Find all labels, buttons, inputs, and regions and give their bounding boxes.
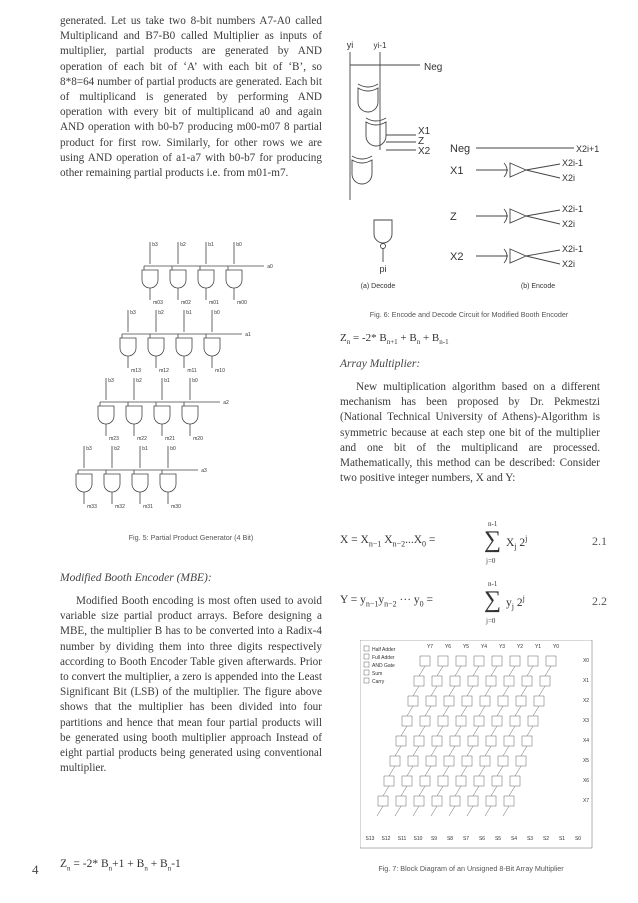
array-cell xyxy=(450,796,460,806)
carry-wire xyxy=(521,746,527,756)
sum-output-label: S0 xyxy=(574,836,582,842)
fig5-caption: Fig. 5: Partial Product Generator (4 Bit) xyxy=(128,533,254,542)
array-cell xyxy=(450,676,460,686)
carry-wire xyxy=(545,666,551,676)
carry-wire xyxy=(383,786,389,796)
array-cell xyxy=(510,656,520,666)
output-label-m00: m00 xyxy=(237,300,247,306)
array-cell xyxy=(456,716,466,726)
and-gate xyxy=(204,338,220,356)
carry-wire xyxy=(407,706,413,716)
carry-wire xyxy=(479,706,485,716)
legend-item: Full Adder xyxy=(372,655,395,661)
output-label-m02: m02 xyxy=(181,300,191,306)
top-y-label: Y0 xyxy=(552,644,560,650)
and-gate xyxy=(176,338,192,356)
input-label-b2: b2 xyxy=(136,378,142,384)
array-cell xyxy=(510,716,520,726)
output-label-m13: m13 xyxy=(131,368,141,374)
legend-swatch xyxy=(364,670,369,675)
carry-wire xyxy=(467,806,473,816)
carry-wire xyxy=(485,746,491,756)
array-cell xyxy=(462,756,472,766)
sum-output-label: S12 xyxy=(381,836,391,842)
array-cell xyxy=(420,716,430,726)
array-cell xyxy=(462,696,472,706)
carry-wire xyxy=(437,666,443,676)
top-y-label: Y2 xyxy=(516,644,524,650)
array-cell xyxy=(504,796,514,806)
array-cell xyxy=(420,656,430,666)
and-gate xyxy=(76,474,92,492)
top-y-label: Y3 xyxy=(498,644,506,650)
output-label-m10: m10 xyxy=(215,368,225,374)
partial-product-generator-figure xyxy=(60,240,322,530)
input-label-b3: b3 xyxy=(130,310,136,316)
array-cell xyxy=(546,656,556,666)
and-gate xyxy=(142,270,158,288)
eq2-number: 2.2 xyxy=(592,594,607,608)
encode-output-label: X2i-1 xyxy=(562,204,584,214)
output-label-m33: m33 xyxy=(87,504,97,510)
array-cell xyxy=(408,756,418,766)
equation-2-1: $X = X_{n-1}$ $X_{n-2}...X_0$ = n-1 ∑ j=0 $X_j$ 2$^j$ 2.1 xyxy=(340,520,607,565)
and-gate xyxy=(126,406,142,424)
sum-output-label: S1 xyxy=(558,836,566,842)
z-label: Z xyxy=(418,136,425,147)
array-cell xyxy=(480,696,490,706)
encode-out-a xyxy=(526,210,560,216)
array-cell xyxy=(492,776,502,786)
carry-wire xyxy=(497,766,503,776)
input-label-b1: b1 xyxy=(186,310,192,316)
encode-input-label: X1 xyxy=(450,165,464,177)
carry-wire xyxy=(467,686,473,696)
carry-wire xyxy=(515,706,521,716)
carry-wire xyxy=(419,726,425,736)
output-label-m23: m23 xyxy=(109,436,119,442)
carry-wire xyxy=(407,766,413,776)
output-label-m12: m12 xyxy=(159,368,169,374)
carry-wire xyxy=(443,706,449,716)
fig6-caption: Fig. 6: Encode and Decode Circuit for Modified Booth Encoder xyxy=(369,310,569,319)
x-label: X2 xyxy=(582,698,590,704)
carry-wire xyxy=(533,706,539,716)
carry-wire xyxy=(527,666,533,676)
carry-wire xyxy=(413,806,419,816)
eq1-number: 2.1 xyxy=(592,534,607,548)
input-label-b0: b0 xyxy=(170,446,176,452)
carry-wire xyxy=(467,746,473,756)
carry-wire xyxy=(539,686,545,696)
array-cell xyxy=(486,676,496,686)
encode-gate xyxy=(510,249,526,263)
decode-gate xyxy=(352,160,372,184)
array-cell xyxy=(438,776,448,786)
array-cell xyxy=(528,656,538,666)
x-label: X1 xyxy=(582,678,590,684)
input-label-b1: b1 xyxy=(142,446,148,452)
legend-item: AND Gate xyxy=(372,663,395,669)
output-label-m03: m03 xyxy=(153,300,163,306)
output-label-m30: m30 xyxy=(171,504,181,510)
a-label-a0: a0 xyxy=(267,264,273,270)
sum-output-label: S13 xyxy=(365,836,375,842)
encode-gate xyxy=(510,163,526,177)
encode-out-a xyxy=(526,164,560,170)
array-cell xyxy=(456,776,466,786)
carry-wire xyxy=(461,706,467,716)
legend-swatch xyxy=(364,662,369,667)
carry-wire xyxy=(527,726,533,736)
array-cell xyxy=(468,736,478,746)
array-cell xyxy=(504,736,514,746)
top-y-label: Y4 xyxy=(480,644,488,650)
and-gate xyxy=(198,270,214,288)
array-cell xyxy=(480,756,490,766)
and-gate xyxy=(120,338,136,356)
sum-output-label: S7 xyxy=(462,836,470,842)
input-label-b2: b2 xyxy=(114,446,120,452)
encode-input-label: Z xyxy=(450,211,457,223)
carry-wire xyxy=(473,726,479,736)
carry-wire xyxy=(485,686,491,696)
decode-gate xyxy=(358,88,378,112)
encode-gate xyxy=(510,209,526,223)
input-label-b1: b1 xyxy=(208,242,214,248)
array-cell xyxy=(528,716,538,726)
sum-output-label: S6 xyxy=(478,836,486,842)
carry-wire xyxy=(503,806,509,816)
xor-curve xyxy=(352,156,372,159)
array-cell xyxy=(384,776,394,786)
carry-wire xyxy=(377,806,383,816)
sum-output-label: S3 xyxy=(526,836,534,842)
array-cell xyxy=(474,776,484,786)
carry-wire xyxy=(455,786,461,796)
output-label-m11: m11 xyxy=(187,368,197,374)
legend-swatch xyxy=(364,678,369,683)
legend-item: Sum xyxy=(372,671,383,677)
input-label-b0: b0 xyxy=(214,310,220,316)
carry-wire xyxy=(509,726,515,736)
carry-wire xyxy=(431,746,437,756)
carry-wire xyxy=(395,806,401,816)
array-cell xyxy=(390,756,400,766)
eq1-sum-bottom: j=0 xyxy=(486,557,496,565)
array-paragraph: New multiplication algorithm based on a different mechanism has been proposed by Dr. Pekmestzi (National Technical University of Athens)-Algorithm is symmetric because at each step one bit of the multiplier and one bit of the multiplicand are processed. Mathematically, this method can be described: Consider two positive integer numbers, X and Y: xyxy=(340,381,600,485)
carry-wire xyxy=(401,786,407,796)
array-cell xyxy=(408,696,418,706)
array-cell xyxy=(396,796,406,806)
carry-wire xyxy=(491,726,497,736)
input-label-b2: b2 xyxy=(158,310,164,316)
array-cell xyxy=(516,696,526,706)
array-cell xyxy=(402,776,412,786)
carry-wire xyxy=(509,786,515,796)
output-label-m21: m21 xyxy=(165,436,175,442)
array-cell xyxy=(432,736,442,746)
carry-wire xyxy=(479,766,485,776)
encode-output-label: X2i xyxy=(562,219,576,229)
array-cell xyxy=(510,776,520,786)
array-cell xyxy=(474,716,484,726)
encode-out-b xyxy=(526,216,560,224)
carry-wire xyxy=(491,666,497,676)
page-number: 4 xyxy=(32,862,39,877)
encode-label: (b) Encode xyxy=(520,283,556,290)
sum-output-label: S10 xyxy=(413,836,423,842)
array-cell xyxy=(516,756,526,766)
neg-label: Neg xyxy=(424,62,443,73)
carry-wire xyxy=(419,786,425,796)
invert-bubble xyxy=(381,244,386,249)
equation-2-2: $Y = y_{n-1}y_{n-2}$ ··· $y_0$ = n-1 ∑ j=0 $y_j$ 2$^j$ 2.2 xyxy=(340,580,607,625)
carry-wire xyxy=(455,726,461,736)
a-label-a2: a2 xyxy=(223,400,229,406)
input-label-b3: b3 xyxy=(86,446,92,452)
x-label: X4 xyxy=(582,738,590,744)
carry-wire xyxy=(449,746,455,756)
array-cell xyxy=(540,676,550,686)
array-multiplier-figure xyxy=(360,640,600,860)
yi1-label: yi-1 xyxy=(373,41,387,50)
carry-wire xyxy=(497,706,503,716)
array-cell xyxy=(402,716,412,726)
array-cell xyxy=(498,756,508,766)
array-cell xyxy=(492,656,502,666)
carry-wire xyxy=(437,726,443,736)
sum-output-label: S11 xyxy=(397,836,407,842)
eq2-sum-bottom: j=0 xyxy=(486,617,496,625)
x-label: X3 xyxy=(582,718,590,724)
input-label-b0: b0 xyxy=(236,242,242,248)
carry-wire xyxy=(431,806,437,816)
carry-wire xyxy=(443,766,449,776)
x2-label: X2 xyxy=(418,146,431,157)
array-cell xyxy=(468,796,478,806)
nand-gate xyxy=(374,220,392,243)
input-label-b1: b1 xyxy=(164,378,170,384)
output-label-m32: m32 xyxy=(115,504,125,510)
sum-output-label: S9 xyxy=(430,836,438,842)
x-label: X0 xyxy=(582,658,590,664)
array-section xyxy=(340,358,600,486)
encode-output-label: X2i-1 xyxy=(562,158,584,168)
booth-encode-decode-figure xyxy=(338,40,600,305)
sum-output-label: S4 xyxy=(510,836,518,842)
carry-wire xyxy=(437,786,443,796)
encode-output-label: X2i+1 xyxy=(576,144,600,154)
and-gate xyxy=(160,474,176,492)
mbe-heading: Modified Booth Encoder (MBE): xyxy=(60,572,212,584)
carry-wire xyxy=(521,686,527,696)
encode-output-label: X2i xyxy=(562,173,576,183)
and-gate xyxy=(132,474,148,492)
carry-wire xyxy=(491,786,497,796)
encode-input-label: X2 xyxy=(450,251,464,263)
carry-wire xyxy=(509,666,515,676)
x-label: X7 xyxy=(582,798,590,804)
input-label-b3: b3 xyxy=(108,378,114,384)
and-gate xyxy=(182,406,198,424)
carry-wire xyxy=(401,726,407,736)
array-cell xyxy=(432,796,442,806)
array-cell xyxy=(492,716,502,726)
carry-wire xyxy=(419,666,425,676)
encode-out-b xyxy=(526,170,560,178)
carry-wire xyxy=(503,686,509,696)
decode-label: (a) Decode xyxy=(360,283,396,290)
carry-wire xyxy=(395,746,401,756)
encode-input-label: Neg xyxy=(450,143,471,155)
mbe-paragraph: Modified Booth encoding is most often used to avoid variable size partial product arrays. Before designing a MBE, the multiplier B has to be converted into a Radix-4 number by dividing them into three digits respectively according to Booth Encoder Table given afterwards. Prior to convert the multiplier, a zero is appended into the Least Significant Bit (LSB) of the multiplier. The figure above shows that the multiplier has been divided into four partitions and hence that mean four partial products will be generated using booth multiplier approach Instead of eight partial products being generated using conventional multiplier. xyxy=(60,595,322,775)
top-y-label: Y5 xyxy=(462,644,470,650)
array-cell xyxy=(522,736,532,746)
output-label-m31: m31 xyxy=(143,504,153,510)
and-gate xyxy=(104,474,120,492)
legend-item: Half Adder xyxy=(372,647,396,653)
carry-wire xyxy=(449,806,455,816)
input-label-b0: b0 xyxy=(192,378,198,384)
input-label-b2: b2 xyxy=(180,242,186,248)
array-cell xyxy=(522,676,532,686)
array-cell xyxy=(468,676,478,686)
array-cell xyxy=(456,656,466,666)
array-cell xyxy=(378,796,388,806)
encode-out-a xyxy=(526,250,560,256)
array-cell xyxy=(444,756,454,766)
encode-out-b xyxy=(526,256,560,264)
carry-wire xyxy=(461,766,467,776)
and-gate xyxy=(170,270,186,288)
array-cell xyxy=(414,796,424,806)
output-label-m01: m01 xyxy=(209,300,219,306)
legend-item: Carry xyxy=(372,679,385,685)
array-cell xyxy=(474,656,484,666)
array-cell xyxy=(504,676,514,686)
a-label-a1: a1 xyxy=(245,332,251,338)
and-gate xyxy=(148,338,164,356)
sum-output-label: S2 xyxy=(542,836,550,842)
left-equation: $Z_n = -2*$ $B_n+1 + B_n + B_n-1$ xyxy=(60,858,181,873)
right-equation: $Z_n = -2*$ $B_{n+1} + B_n + B_{n-1}$ xyxy=(340,332,449,347)
carry-wire xyxy=(425,766,431,776)
sum-output-label: S8 xyxy=(446,836,454,842)
carry-wire xyxy=(473,786,479,796)
array-cell xyxy=(450,736,460,746)
top-y-label: Y7 xyxy=(426,644,434,650)
carry-wire xyxy=(449,686,455,696)
left-column xyxy=(60,14,322,181)
array-cell xyxy=(414,676,424,686)
array-cell xyxy=(444,696,454,706)
array-heading: Array Multiplier: xyxy=(340,358,421,370)
mbe-section xyxy=(60,572,322,776)
pi-label: pi xyxy=(379,264,387,274)
array-cell xyxy=(396,736,406,746)
carry-wire xyxy=(431,686,437,696)
carry-wire xyxy=(425,706,431,716)
array-cell xyxy=(486,736,496,746)
carry-wire xyxy=(473,666,479,676)
array-cell xyxy=(486,796,496,806)
and-gate xyxy=(226,270,242,288)
carry-wire xyxy=(503,746,509,756)
yi-label: yi xyxy=(346,40,354,50)
array-cell xyxy=(414,736,424,746)
a-label-a3: a3 xyxy=(201,468,207,474)
and-gate xyxy=(154,406,170,424)
and-gate xyxy=(98,406,114,424)
eq1-sum-top: n-1 xyxy=(488,520,498,528)
carry-wire xyxy=(485,806,491,816)
legend-swatch xyxy=(364,646,369,651)
top-y-label: Y6 xyxy=(444,644,452,650)
intro-paragraph: generated. Let us take two 8-bit numbers A7-A0 called Multiplicand and B7-B0 called Multiplier as inputs of multiplier, partial products are generated by AND operation of each bit of ‘A’ with each bit of ‘B’, so 8*8=64 number of partial products are generated. Each bit of multiplicand is generated by performing AND operation with every bit of multiplicand a0 and again AND operation with b0-b7 producing m00-m07 8 partial product for first row. Similarly, for other rows we are using AND operation of a1-a7 with b0-b7 for producing other remaining partial products i.e. from m01-m7. xyxy=(60,15,322,180)
sum-output-label: S5 xyxy=(494,836,502,842)
x1-label: X1 xyxy=(418,126,431,137)
carry-wire xyxy=(389,766,395,776)
array-cell xyxy=(432,676,442,686)
carry-wire xyxy=(515,766,521,776)
array-cell xyxy=(426,756,436,766)
carry-wire xyxy=(413,686,419,696)
fig7-caption: Fig. 7: Block Diagram of an Unsigned 8-Bit Array Multiplier xyxy=(378,864,564,873)
output-label-m20: m20 xyxy=(193,436,203,442)
encode-output-label: X2i-1 xyxy=(562,244,584,254)
array-cell xyxy=(420,776,430,786)
xor-curve xyxy=(366,118,386,121)
xor-curve xyxy=(358,84,378,87)
x-label: X6 xyxy=(582,778,590,784)
top-y-label: Y1 xyxy=(534,644,542,650)
array-cell xyxy=(438,656,448,666)
output-label-m22: m22 xyxy=(137,436,147,442)
array-cell xyxy=(534,696,544,706)
array-cell xyxy=(498,696,508,706)
decode-gate xyxy=(366,122,386,146)
array-cell xyxy=(438,716,448,726)
array-cell xyxy=(426,696,436,706)
eq2-sum-top: n-1 xyxy=(488,580,498,588)
legend-swatch xyxy=(364,654,369,659)
input-label-b3: b3 xyxy=(152,242,158,248)
encode-output-label: X2i xyxy=(562,259,576,269)
carry-wire xyxy=(455,666,461,676)
x-label: X5 xyxy=(582,758,590,764)
carry-wire xyxy=(413,746,419,756)
